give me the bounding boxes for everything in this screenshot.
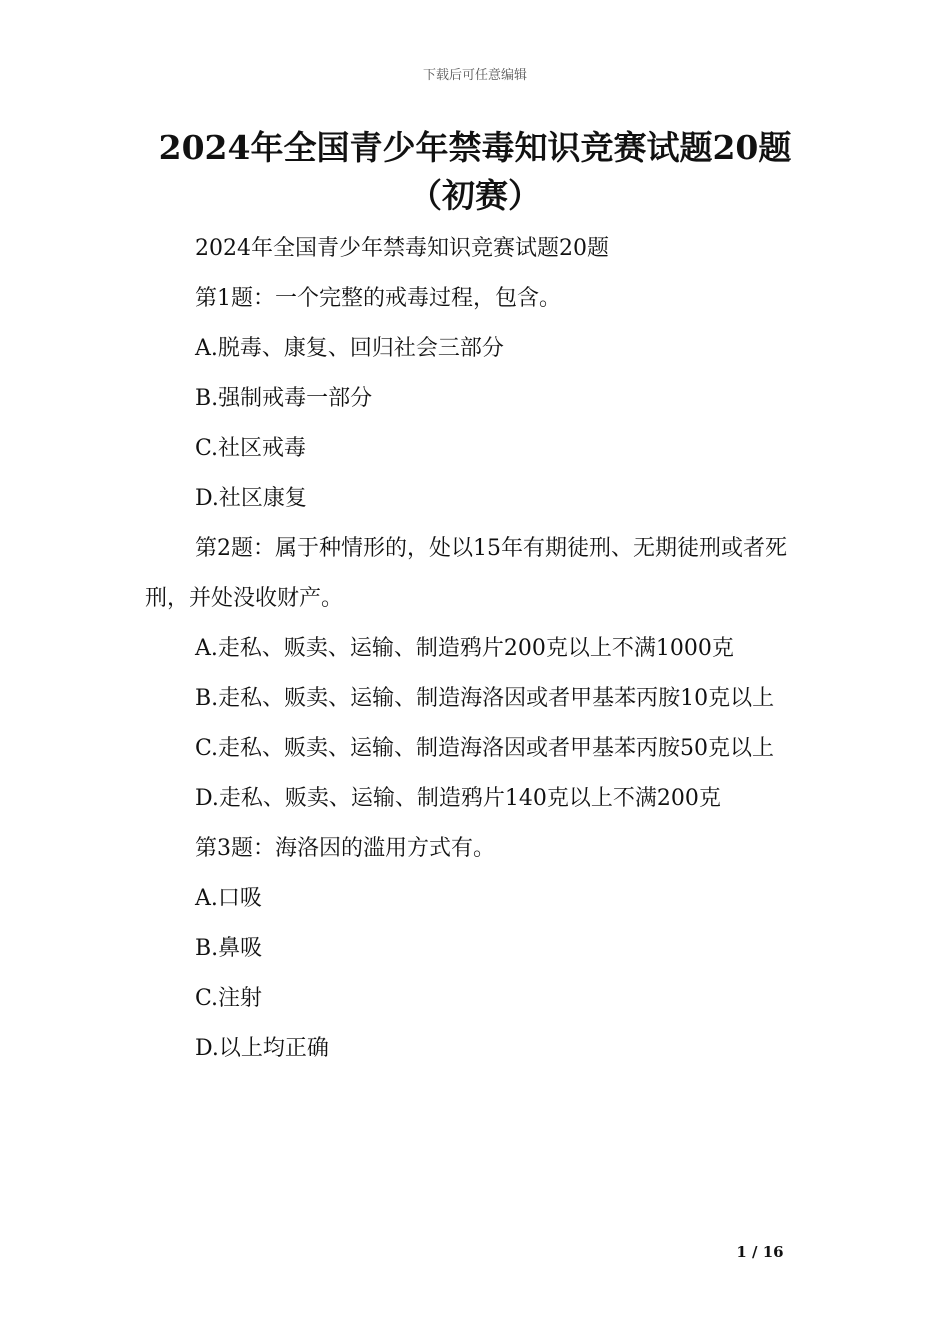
document-body (145, 224, 805, 1074)
document-title: 2024年全国青少年禁毒知识竞赛试题20题（初赛） (158, 128, 792, 215)
header-note: 下载后可任意编辑 (422, 68, 527, 83)
question-1: 第1题：一个完整的戒毒过程，包含。 (195, 286, 561, 311)
question-2-option-a: A.走私、贩卖、运输、制造鸦片200克以上不满1000克 (195, 636, 734, 661)
paragraph: 2024年全国青少年禁毒知识竞赛试题20题 (195, 236, 609, 261)
question-3-option-b: B.鼻吸 (195, 936, 263, 961)
question-3-option-d: D.以上均正确 (195, 1036, 329, 1061)
question-1-option-d: D.社区康复 (195, 486, 307, 511)
question-1-option-c: C.社区戒毒 (195, 436, 307, 461)
question-2-option-b: B.走私、贩卖、运输、制造海洛因或者甲基苯丙胺10克以上 (195, 686, 775, 711)
question-1-option-a: A.脱毒、康复、回归社会三部分 (195, 336, 504, 361)
page-number: 1 / 16 (736, 1243, 784, 1261)
question-2-option-d: D.走私、贩卖、运输、制造鸦片140克以上不满200克 (195, 786, 721, 811)
question-3-option-a: A.口吸 (195, 886, 262, 911)
question-3-option-c: C.注射 (195, 986, 263, 1011)
question-2-option-c: C.走私、贩卖、运输、制造海洛因或者甲基苯丙胺50克以上 (195, 736, 775, 761)
question-3: 第3题：海洛因的滥用方式有。 (195, 836, 495, 861)
question-2: 第2题：属于种情形的，处以15年有期徒刑、无期徒刑或者死刑，并处没收财产。 (145, 536, 787, 611)
question-1-option-b: B.强制戒毒一部分 (195, 386, 373, 411)
